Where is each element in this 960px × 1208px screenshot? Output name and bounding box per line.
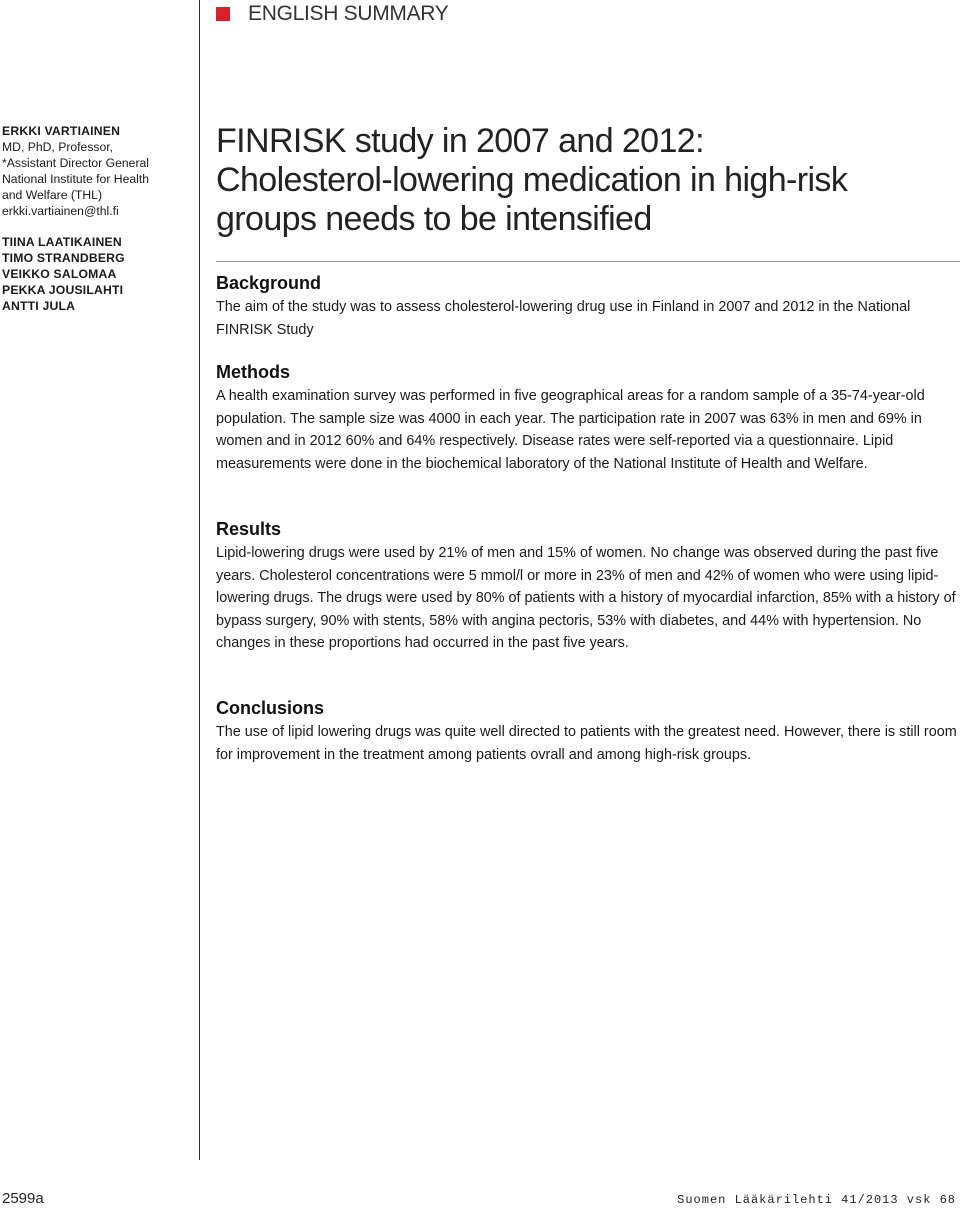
coauthor-name: VEIKKO SALOMAA xyxy=(2,267,117,281)
title-divider xyxy=(216,261,960,262)
section-tag xyxy=(216,2,449,26)
section-body: The aim of the study was to assess cholesterol-lowering drug use in Finland in 2007 and 2012 in the National FINRISK Study xyxy=(216,299,911,338)
coauthor-name: TIMO STRANDBERG xyxy=(2,251,125,265)
coauthor-name: PEKKA JOUSILAHTI xyxy=(2,283,124,297)
section-heading: Results xyxy=(216,519,282,539)
section-body: The use of lipid lowering drugs was quite well directed to patients with the greatest need. However, there is still room for improvement in the treatment among patients ovrall and among high-risk groups. xyxy=(216,724,957,763)
section-heading: Conclusions xyxy=(216,698,325,718)
section-body: A health examination survey was performed in five geographical areas for a random sample of a 35-74-year-old population. The sample size was 4000 in each year. The participation rate in 2007 was 63% in men and 69% in women and in 2012 60% and 64% respectively. Disease rates were self-reported via a questionnaire. Lipid measurements were done in the biochemical laboratory of the National Institute of Health and Welfare. xyxy=(216,388,925,472)
coauthor-name: ANTTI JULA xyxy=(2,299,76,313)
coauthor-name: TIINA LAATIKAINEN xyxy=(2,235,122,249)
red-square-icon xyxy=(216,7,230,21)
conclusions-section xyxy=(216,697,960,766)
title-line: FINRISK study in 2007 and 2012: xyxy=(216,122,704,160)
author-affiliation-line: *Assistant Director General xyxy=(2,156,149,170)
background-section xyxy=(216,272,960,341)
section-body: Lipid-lowering drugs were used by 21% of men and 15% of women. No change was observed during the past five years. Cholesterol concentrations were 5 mmol/l or more in 23% of men and 42% of women who were using lipid-lowering drugs. The drugs were used by 80% of patients with a history of myocardial infarction, 85% with a history of bypass surgery, 90% with stents, 58% with angina pectoris, 53% with diabetes, and 44% with hypertension. No changes in these proportions had occurred in the past five years. xyxy=(216,545,956,651)
lead-author-name: ERKKI VARTIAINEN xyxy=(2,124,121,138)
author-affiliation-line: and Welfare (THL) xyxy=(2,188,103,202)
author-affiliation-line: MD, PhD, Professor, xyxy=(2,140,114,154)
title-line: Cholesterol-lowering medication in high-risk xyxy=(216,161,848,199)
coauthor-list xyxy=(2,234,194,314)
page-number: 2599a xyxy=(2,1190,44,1207)
results-section xyxy=(216,518,960,655)
section-heading: Methods xyxy=(216,362,290,382)
section-label: ENGLISH SUMMARY xyxy=(248,2,449,25)
methods-section xyxy=(216,361,960,475)
column-divider xyxy=(199,0,200,1160)
author-email: erkki.vartiainen@thl.fi xyxy=(2,204,119,218)
author-affiliation-line: National Institute for Health xyxy=(2,172,150,186)
article-title xyxy=(216,122,960,239)
section-heading: Background xyxy=(216,273,322,293)
journal-citation: Suomen Lääkärilehti 41/2013 vsk 68 xyxy=(677,1193,956,1207)
title-line: groups needs to be intensified xyxy=(216,200,652,238)
lead-author-block xyxy=(2,123,194,219)
